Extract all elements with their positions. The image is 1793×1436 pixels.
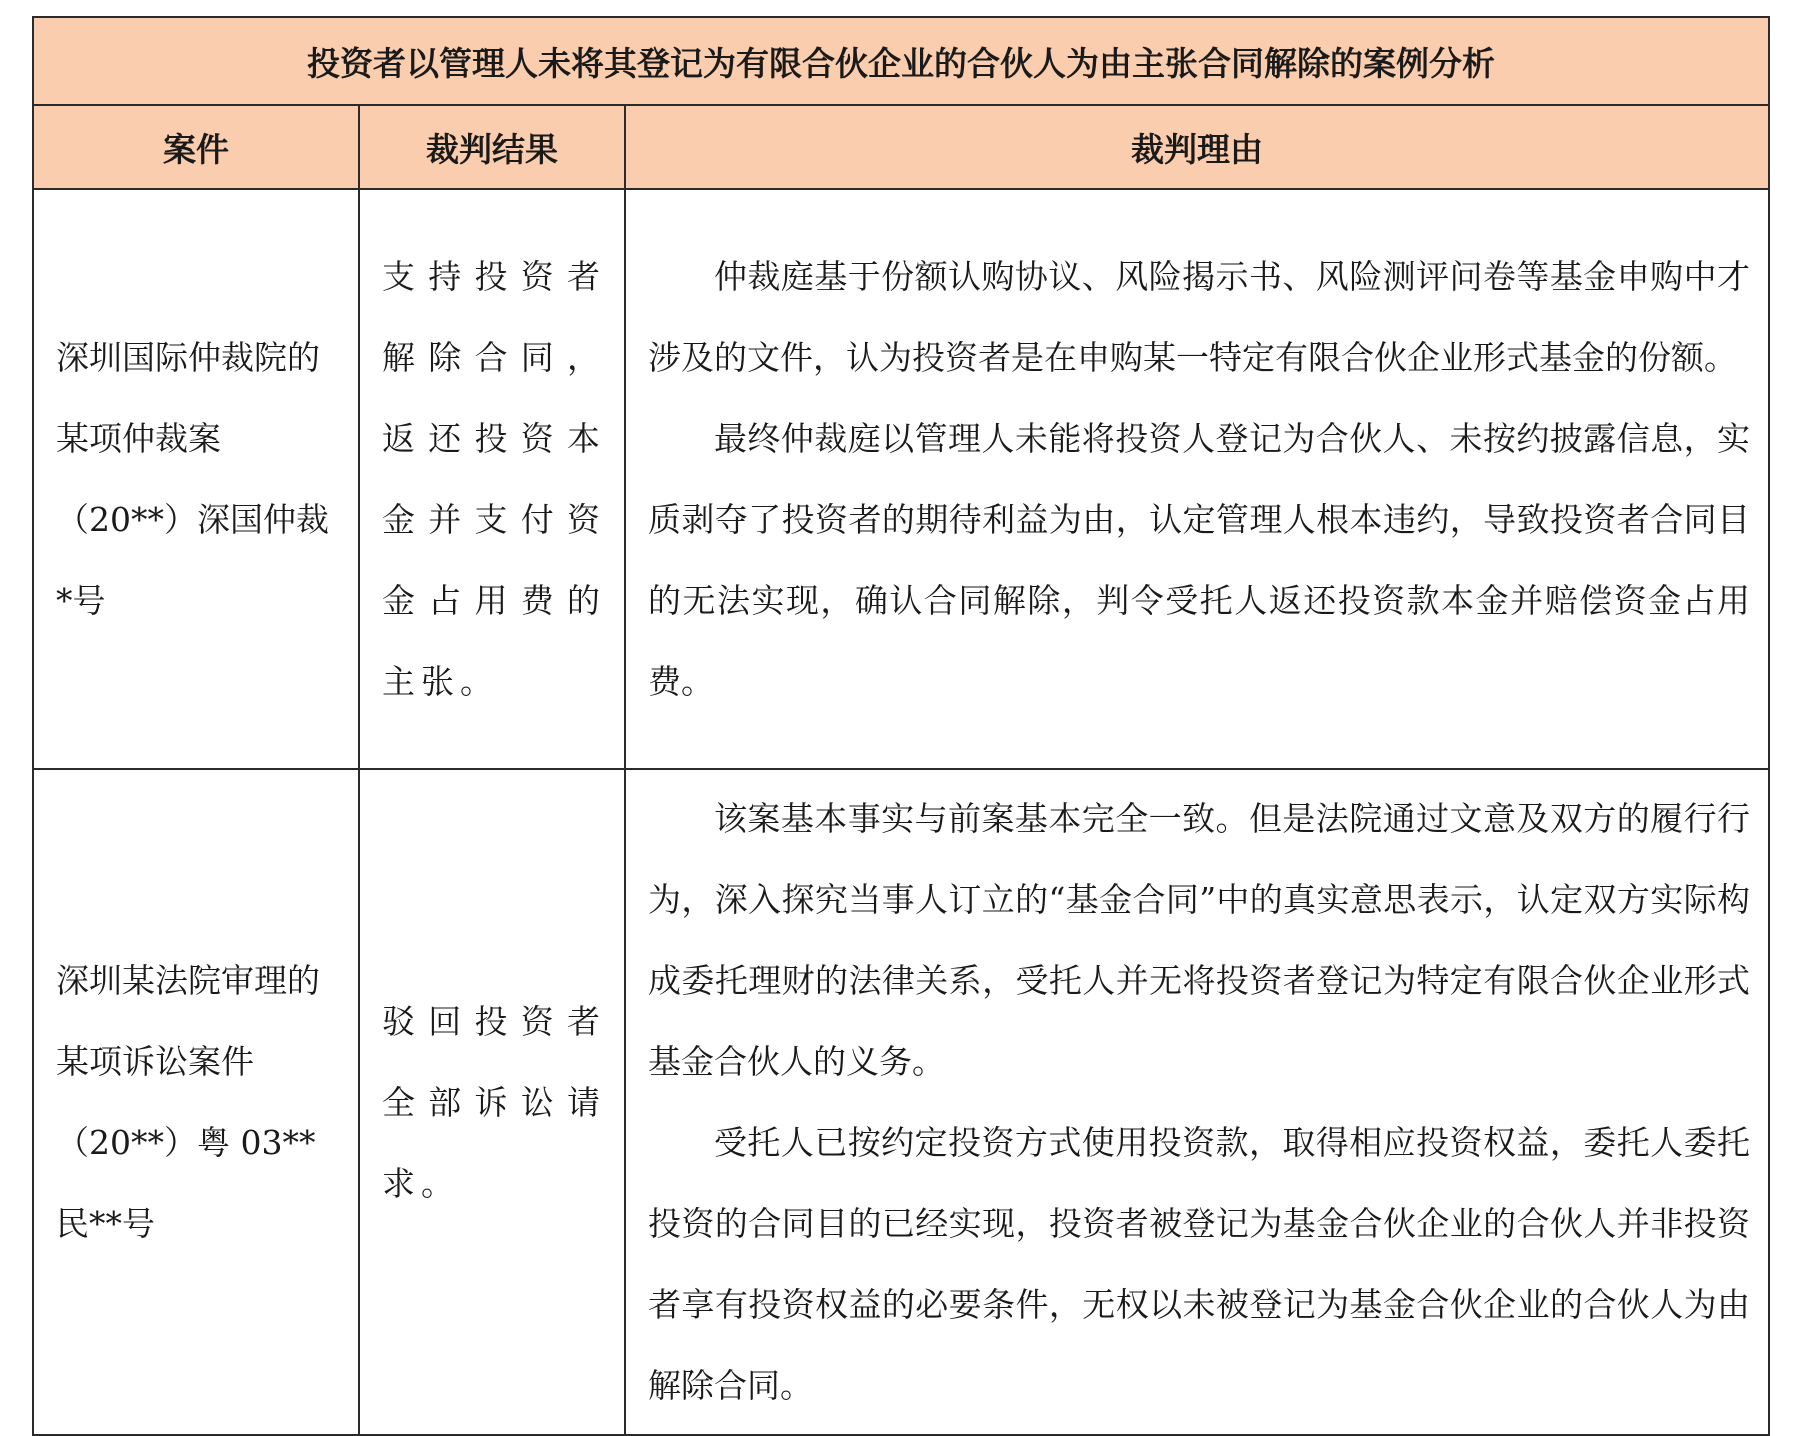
result-cell: 支持投资者解除合同，返还投资本金并支付资金占用费的主张。 bbox=[359, 189, 625, 769]
column-header-reason: 裁判理由 bbox=[625, 105, 1769, 189]
result-cell: 驳回投资者全部诉讼请求。 bbox=[359, 769, 625, 1435]
column-header-case: 案件 bbox=[33, 105, 359, 189]
reason-paragraph: 该案基本事实与前案基本完全一致。但是法院通过文意及双方的履行行为，深入探究当事人订立的“基金合同”中的真实意思表示，认定双方实际构成委托理财的法律关系，受托人并无将投资者登记为特定有限合伙企业形式基金合伙人的义务。 bbox=[648, 799, 1751, 1081]
reason-paragraph: 最终仲裁庭以管理人未能将投资人登记为合伙人、未按约披露信息，实质剥夺了投资者的期待利益为由，认定管理人根本违约，导致投资者合同目的无法实现，确认合同解除，判令受托人返还投资款本金并赔偿资金占用费。 bbox=[648, 419, 1751, 701]
title-row bbox=[33, 17, 1769, 105]
case-cell: 深圳某法院审理的某项诉讼案件（20**）粤 03**民**号 bbox=[33, 769, 359, 1435]
case-analysis-table bbox=[32, 16, 1770, 1436]
table-title: 投资者以管理人未将其登记为有限合伙企业的合伙人为由主张合同解除的案例分析 bbox=[33, 17, 1769, 105]
table-row bbox=[33, 189, 1769, 769]
column-header-result: 裁判结果 bbox=[359, 105, 625, 189]
reason-cell bbox=[625, 769, 1769, 1435]
reason-paragraph: 受托人已按约定投资方式使用投资款，取得相应投资权益，委托人委托投资的合同目的已经实现，投资者被登记为基金合伙企业的合伙人并非投资者享有投资权益的必要条件，无权以未被登记为基金合伙企业的合伙人为由解除合同。 bbox=[648, 1123, 1751, 1405]
reason-paragraph: 仲裁庭基于份额认购协议、风险揭示书、风险测评问卷等基金申购中才涉及的文件，认为投资者是在申购某一特定有限合伙企业形式基金的份额。 bbox=[648, 257, 1751, 377]
case-cell: 深圳国际仲裁院的某项仲裁案（20**）深国仲裁*号 bbox=[33, 189, 359, 769]
reason-cell bbox=[625, 189, 1769, 769]
header-row bbox=[33, 105, 1769, 189]
case-analysis-table-wrapper bbox=[32, 16, 1768, 1436]
table-row bbox=[33, 769, 1769, 1435]
